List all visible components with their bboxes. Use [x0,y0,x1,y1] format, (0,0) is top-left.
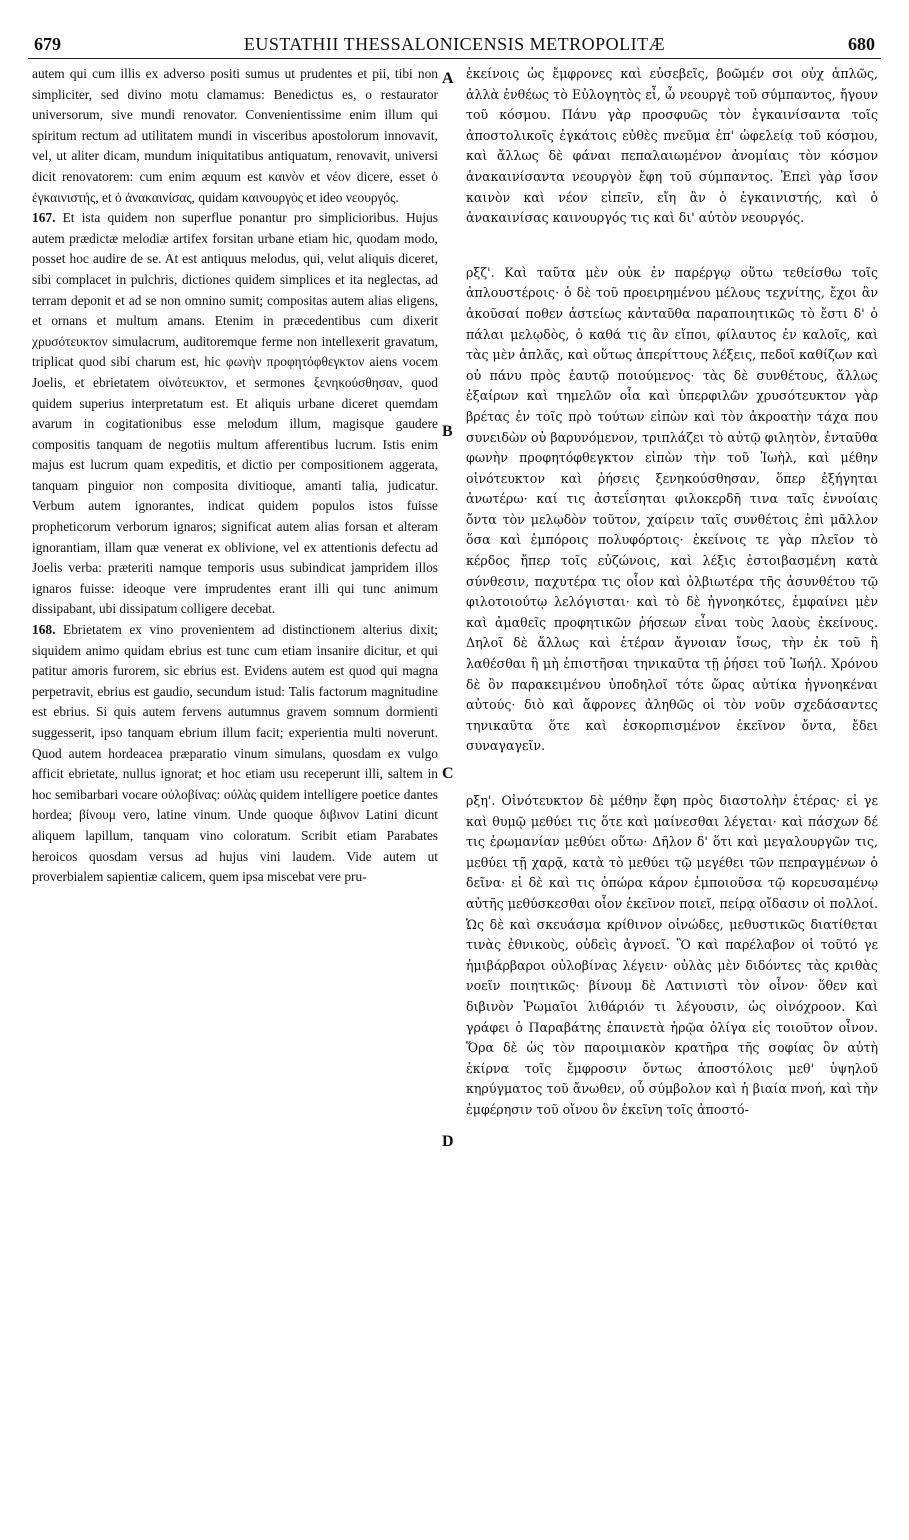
section-number-168: 168. [32,622,56,638]
latin-section-168-text: Ebrietatem ex vino provenientem ad distinctionem alterius dixit; siquidem animo quidam ebrius est tunc cum etiam insanire dicitur, et qui patitur amoris furorem, sic ebrius est. Evidens autem est quod qui magna perpetravit, ebrius est gaudio, secundum istud: Talis factorum magnitudine est ebrius. Si quis autem fervens autumnus gravem somnum dormienti suggesserit, ipso tanquam ebrium illum facit; experientia multi noverunt. Quod autem hordeacea præparatio vinum simulans, quosdam ex vulgo afficit ebrietate, nullus ignorat; et hoc etiam usu receperunt illi, saltem in hoc semibarbari vocare οὐλοβίνας: οὐλὰς quidem intelligere poetice dantes hordea; βίνουμ vero, latine vinum. Unde quoque διβινον Latini dicunt aliquem lapillum, tanquam vino coloratum. Scribit etiam Parabates heroicos quosdam versus ad hujus vini laudem. Vide autem ut proverbialem sapientiæ calicem, quem ipsa miscebat vere pru- [32,622,438,885]
greek-block-c [466,791,878,1121]
latin-intro-paragraph: autem qui cum illis ex adverso positi sumus ut prudentes et pii, tibi non simpliciter, sed divino motu clamamus: Benedictus es, o restaurator universorum, sive mundi renovator. Convenientissime enim illum qui spiritum rectum ad utilitatem mundi in visceribus apostolorum innovavit, vel, ut aliter dicam, mundum iniquitatibus antiquatum, renovavit, universi dicit renovatorem: cum enim æquum est καινὸν et νέον dicere, esset ὁ ἐγκαινιστής, et ὁ ἀνακαινίσας, quidam καινουργὸς et ideo νεουργός. [32,66,438,205]
latin-section-168 [32,620,438,888]
running-title: EUSTATHII THESSALONICENSIS METROPOLITÆ [243,34,666,54]
page-header [28,28,881,60]
latin-section-167-text: Et ista quidem non superflue ponantur pro simplicioribus. Hujus autem prædictæ melodiæ artifex forsitan urbane etiam hic, quodam modo, posset hoc audire de se. At est antiquus melodus, qui, velut aliquis diceret, sibi complacet in pulchris, dictiones quidem simplices et ita neglectas, ad terram deponit et ad se non omnino sumit; compositas autem alias eligens, et ornans et multum amans. Etenim in præcedentibus cum dixerit χρυσότευκτον simulacrum, auditoremque ferme non intellexerit gravatum, triplicat quod sibi charum est, hic φωνὴν προφητόφθεγκτον aiens vocem Joelis, et ebrietatem οἰνότευκτον, et sermones ξενηκούσθησαν, quod quidem superius interpretatum est. Et aliquis urbane diceret quemdam avarum in cogitationibus esse melodum illum, magisque gaudere compositis tanquam de negotiis multum afferentibus lucrum. Istis enim majus est lucrum quam expeditis, et dictio per compositionem aggerata, tanquam pinguior non composita divitioque, amanti talia, judicatur. Verbum autem ignorantes, indicat quidem populos istos fuisse propheticorum verborum ignaros; significat autem alias forsan et alteram ignorantiam, illam quæ venerat ex oblivione, vel ex attentionis defectu ad Joelis verba: præteriti namque temporis usus subindicat jampridem illos ignaros fuisse: ideoque vere imprudentes erant illi qui tunc animum dissipabant, ubi dissipatum colligere decebat. [32,210,438,617]
margin-letter-b: B [442,423,453,440]
margin-letter-a: A [442,70,454,87]
greek-section-167: ρξζ'. Καὶ ταῦτα μὲν οὐκ ἐν παρέργῳ οὕτω τεθείσθω τοῖς ἁπλουστέροις· ὁ δὲ τοῦ προειρημένου μέλους τεχνίτης, ἔχοι ἂν ἀκοῦσαί ποθεν ἀστείως κἀνταῦθα παραποιητικῶς τὸ ἔστι δ' ὁ πάλαι μελῳδὸς, ὁ καθά τις ἂν εἴποι, φίλαυτος ἐν καλοῖς, καὶ τὰς μὲν ἁπλᾶς, καὶ οὕτως ἀπερίττους λέξεις, πεδοῖ καθίζων καὶ οὐ πάνυ πρὸς ἑαυτῷ ποιούμενος· τὰς δὲ συνθέτους, ἄλλως ἐξαίρων καὶ τημελῶν οἷα καὶ ὑπερφιλῶν χρυσότευκτον γὰρ βρέτας ἐν τοῖς πρὸ τούτων εἰπὼν καὶ τὸν ἀκροατὴν τάχα που συνειδὼν οὐ βαρυνόμενον, τριπλάζει τὸ αὐτῷ φιλητὸν, ἐνταῦθα φωνὴν προφητόφθεγκτον εἰπὼν τὴν τοῦ Ἰωὴλ, καὶ μέθην οἰνότευκτον καὶ ῥήσεις ξενηκούσθησαν, ὅπερ ἐξήγηται ἀνωτέρω· καί τις ἀστεΐσηται φιλοκερδῆ τινα ταῖς ἐννοίαις ὄντα τὸν μελῳδὸν τοῦτον, χαίρειν ταῖς συνθέτοις ἐπὶ μᾶλλον ὅσα καὶ ἐμπόροις πολυφόρτοις· ἐκείνοις τε γὰρ πλεῖον τὸ κέρδος ἤπερ τοῖς εὐζώνοις, καὶ λέξις ἐστοιβασμένη κατὰ σύνθεσιν, παχυτέρα τις οἷον καὶ ὀλβιωτέρα τῆς ἀσυνθέτου τῷ φιλοτοιούτῳ λελόγισται· καὶ τὸ δὲ ἠγνοηκότες, ἐμφαίνει μὲν καὶ ἀμαθεῖς προφητικῶν ῥήσεων εἶναι τοὺς λαοὺς ἐκείνους. Δηλοῖ δὲ ἄλλως καὶ ἑτέραν ἄγνοιαν ἴσως, τὴν ἐκ τοῦ ἢ λαθέσθαι ἢ μὴ ἐπιστῆσαι τηνικαῦτα τῇ ῥήσει τοῦ Ἰωήλ. Χρόνου δὲ ὂν παρακειμένου ὑποδηλοῖ τότε ὥρας αὐτίκα ἠγνοηκέναι αὐτούς· διὸ καὶ ἄφρονες ἀληθῶς οἱ τὸν νοῦν σχεδάσαντες τηνικαῦτα ὅτε καὶ ἐσκορπισμένον ἐκεῖνον ὄντα, ἔδει συναγαγεῖν. [466,264,879,754]
latin-section-167 [32,208,438,620]
header-rule [28,58,881,59]
margin-letter-c: C [442,765,454,782]
greek-column [466,64,878,1155]
greek-block-a [466,64,878,229]
page-number-right: 680 [848,34,875,54]
section-number-167: 167. [32,210,56,226]
latin-column [32,64,438,888]
greek-section-168: ρξη'. Οἰνότευκτον δὲ μέθην ἔφη πρὸς διαστολὴν ἑτέρας· εἰ γε καὶ θυμῷ μεθύει τις ὅτε καὶ μαίνεσθαι λέγεται· καὶ πάσχων δέ τις ἐρωμανίαν μεθύει οὕτω· Δῆλον δ' ὅτι καὶ μεγαλουργῶν τις, μεθύει τῇ χαρᾷ, κατὰ τὸ μεθύει τῷ μεγέθει τῶν πεπραγμένων ὁ δεῖνα· εἰ δὲ καὶ τις ὀπώρα κάρον ἐμποιοῦσα τῷ κορευσαμένῳ αὐτῆς μεθύσκεσθαι οἷον ἐκεῖνον ποιεῖ, πείρᾳ οἴδασιν οἱ πολλοί. Ὡς δὲ καὶ σκευάσμα κρίθινον οἰνώδες, μεθυστικῶς διατίθεται τινὰς ἐθνικοὺς, οὐδεὶς ἀγνοεῖ. Ὃ καὶ παρέλαβον οἱ τοῦτό γε ἡμιβάρβαροι οὐλοβίνας λέγειν· οὐλὰς μὲν διδόντες τὰς κριθὰς νοεῖν ποιητικῶς· βίνουμ δὲ Λατινιστὶ τὸν οἶνον· ὅθεν καὶ διβινὸν Ῥωμαῖοι λιθάριόν τι λέγουσιν, ὡς οἰνόχροον. Καὶ γράφει ὁ Παραβάτης ἐπαινετὰ ἡρῷα ὀλίγα εἰς τοιοῦτον οἶνον. Ὅρα δὲ ὡς τὸν παροιμιακὸν κρατῆρα τῆς σοφίας ὃν αὐτὴ ἐκίρνα τοῖς ἔμφροσιν ὄντως ἀποστόλοις μεθ' ὑψηλοῦ κηρύγματος τοῦ ἄνωθεν, οὗ σύμβολον καὶ ἡ βιαία πνοή, καὶ τὴν ἐμφέρησιν τοῦ οἴνου ὃν ἐκεῖνη τοῖς ἀποστό- [466,793,878,1117]
greek-block-b [466,263,878,757]
greek-intro-paragraph: ἐκείνοις ὡς ἔμφρονες καὶ εὐσεβεῖς, βοῶμέν σοι οὐχ ἁπλῶς, ἀλλὰ ἐνθέως τὸ Εὐλογητὸς εἶ, ὦ νεουργὲ τοῦ σύμπαντος, ἤγουν τοῦ κόσμου. Πάνυ γὰρ προσφυῶς τὸν ἐγκαινίσαντα τοῖς ἀποστολικοῖς ἐγκάτοις εὐθὲς πνεῦμα ἐπ' ὠφελείᾳ τοῦ κόσμου, καὶ ἄλλως δὲ φάναι πεπαλαιωμένον ἀνομίαις τὸν κόσμον ἀνακαινίσαντα νεουργὸν ἔφη τοῦ σύμπαντος. Ἐπεὶ γὰρ ἴσον καινὸν καὶ νέον εἰπεῖν, εἴη ἂν ὁ ἐγκαινιστής, καὶ ὁ ἀνακαινίσας καινουργός τις καὶ δι' αὐτὸν νεουργός. [466,66,878,226]
margin-letter-d: D [442,1133,454,1150]
page-number-left: 679 [34,34,61,54]
